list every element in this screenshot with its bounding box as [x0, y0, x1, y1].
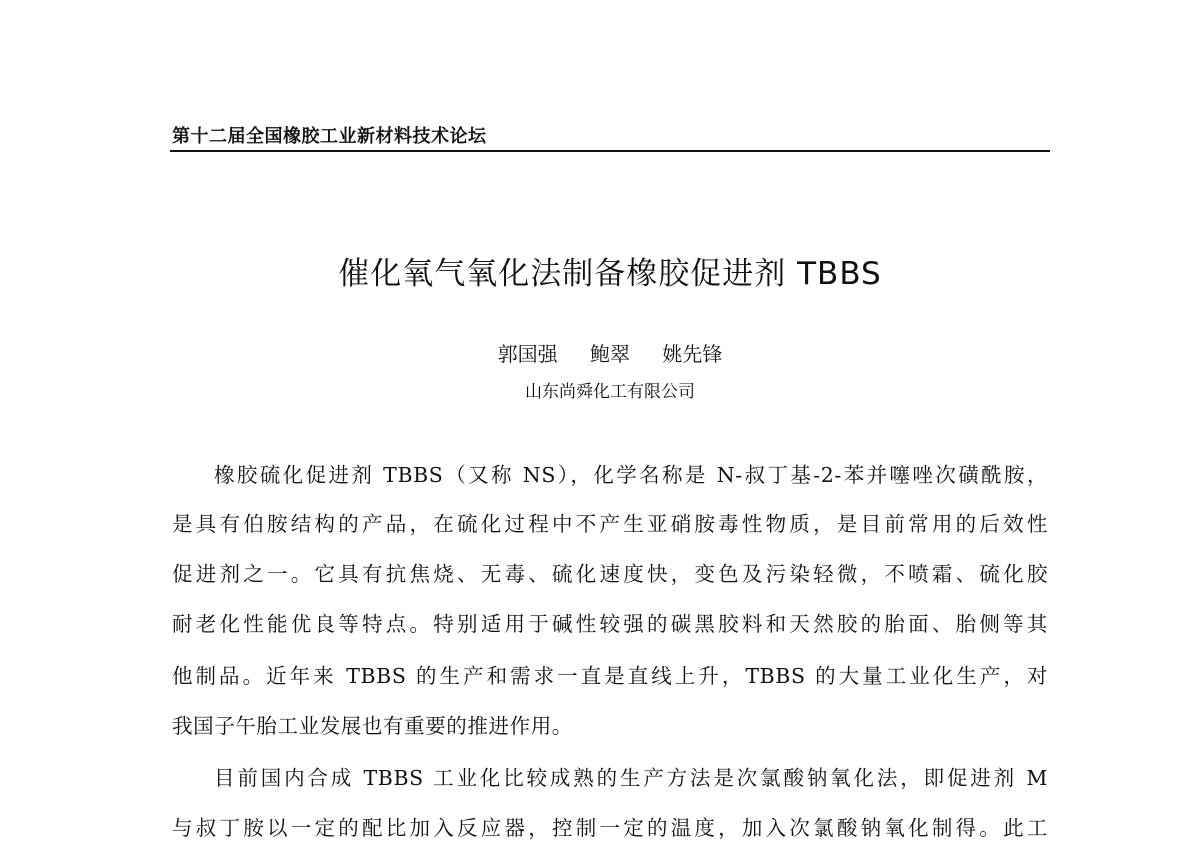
author-list: [0, 338, 1200, 367]
body-line: 促进剂之一。它具有抗焦烧、无毒、硫化速度快，变色及污染轻微，不喷霜、硫化胶: [172, 562, 1048, 586]
body-line: 耐老化性能优良等特点。特别适用于碱性较强的碳黑胶料和天然胶的胎面、胎侧等其: [172, 612, 1048, 636]
affiliation: 山东尚舜化工有限公司: [525, 382, 695, 402]
author-name: 鲍翠: [590, 342, 630, 366]
article-title: 催化氧气氧化法制备橡胶促进剂 TBBS: [338, 256, 882, 292]
body-line: 我国子午胎工业发展也有重要的推进作用。: [172, 714, 573, 738]
body-line: 他制品。近年来 TBBS 的生产和需求一直是直线上升，TBBS 的大量工业化生产，对: [172, 664, 1048, 688]
author-name: 姚先锋: [662, 342, 723, 366]
body-line: 橡胶硫化促进剂 TBBS（又称 NS），化学名称是 N-叔丁基-2-苯并噻唑次磺酰胺，: [214, 463, 1048, 487]
body-line: 与叔丁胺以一定的配比加入反应器，控制一定的温度，加入次氯酸钠氧化制得。此工: [172, 816, 1048, 840]
body-line: 是具有伯胺结构的产品，在硫化过程中不产生亚硝胺毒性物质，是目前常用的后效性: [172, 512, 1048, 536]
body-line: 目前国内合成 TBBS 工业化比较成熟的生产方法是次氯酸钠氧化法，即促进剂 M: [214, 766, 1048, 790]
author-name: 郭国强: [497, 342, 558, 366]
running-header: 第十二届全国橡胶工业新材料技术论坛: [172, 126, 487, 147]
header-rule: [170, 150, 1050, 152]
